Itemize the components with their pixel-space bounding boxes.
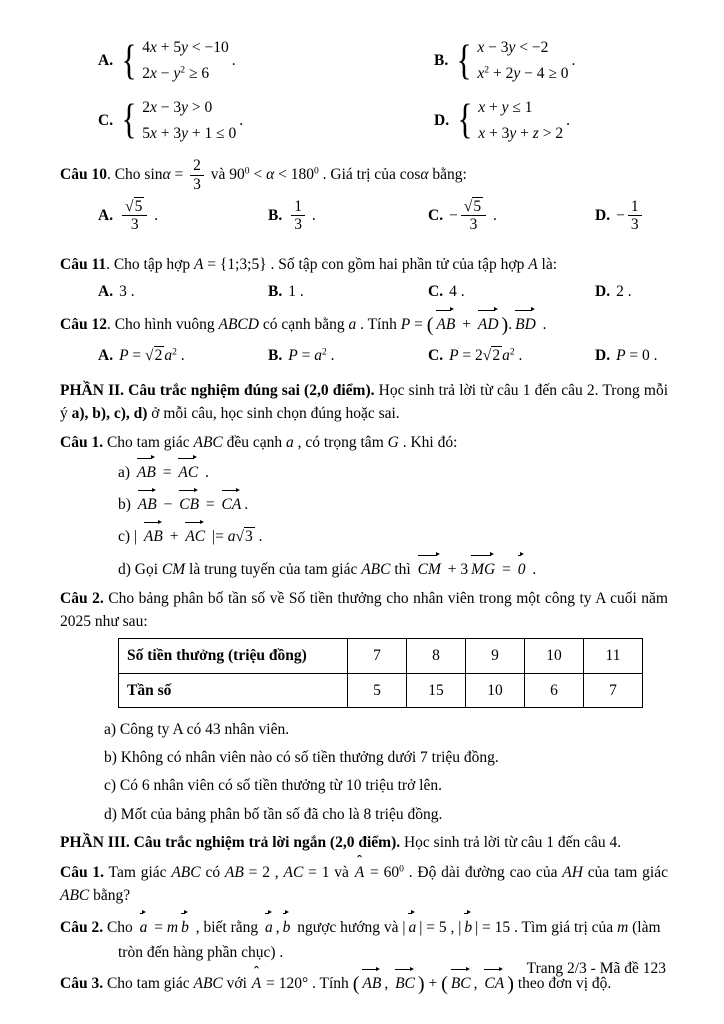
phan2-header: PHẦN II. Câu trắc nghiệm đúng sai (2,0 điểm). Học sinh trả lời từ câu 1 đến câu 2. Trong mỗi ý a), b), c), d) ở mỗi câu, học sinh chọn đúng hoặc sai. [60,382,668,423]
system-line: 5x + 3y + 1 ≤ 0 [142,124,237,142]
inequality-system [454,36,568,86]
cau9-option-b [434,36,668,86]
cau9-option-d [434,96,668,146]
table-cell: 5 [348,673,407,707]
option-value: $\frac{√5}{3}$ . [119,198,158,235]
phan2-cau2-item-d: d) Mốt của bảng phân bố tần số đã cho là 8 triệu đồng. [104,805,443,823]
option-label: C. [428,347,444,365]
table-row [119,639,643,673]
phan2-cau1-item-c: c) | AB + AC |= a√3 . [118,522,668,548]
option-tail: . [571,52,576,70]
brace-glyph [458,99,473,141]
cau12-options [60,344,668,374]
option-label: C. [428,207,444,225]
brace-glyph [122,99,137,141]
table-header-cell: Số tiền thưởng (triệu đồng) [119,639,348,673]
option-label: A. [98,52,114,70]
cau10-option-a [98,198,158,235]
cau12-option-c [428,344,522,367]
phan3-header: PHẦN III. Câu trắc nghiệm trả lời ngắn (2,0 điểm). Học sinh trả lời từ câu 1 đến câu 4. [60,833,622,851]
option-label: D. [595,207,611,225]
cau10-option-b [268,198,316,235]
option-label: A. [98,207,114,225]
cau11-option-d [595,280,632,303]
table-cell: 7 [348,639,407,673]
cau9-options [98,36,668,145]
cau10-option-d [595,198,645,235]
table-header-cell: Tần số [119,673,348,707]
option-value: 2 . [616,282,632,300]
cau11-option-c [428,280,465,303]
cau12-option-d [595,344,658,367]
system-line: x − 3y < −2 [477,39,549,56]
page-footer: Trang 2/3 - Mã đề 123 [526,959,666,977]
system-line: x + y ≤ 1 [478,98,533,116]
frequency-table [118,638,643,708]
option-value: P = √2 $a^2$ . [119,346,185,365]
inequality-system [119,96,236,146]
cau11-option-a [98,280,135,303]
phan3-cau1: Câu 1. Tam giác ABC có AB = 2 , AC = 1 và ˆ $A = 60^0$ . Độ dài đường cao của AH của tam giác ABC bằng? [60,859,668,908]
option-tail: . [239,111,244,129]
inequality-system [119,36,229,86]
option-label: A. [98,347,114,365]
cau11-options [60,280,668,305]
option-value: $P = a^2$ . [288,346,335,365]
phan2-cau2-item-a: a) Công ty A có 43 nhân viên. [104,720,290,738]
system-line: $x^2 + 2y - 4 \ge 0$ [477,64,569,83]
option-label: D. [595,282,611,300]
cau10-options [60,198,668,248]
cau12-option-b [268,344,334,367]
cau9-option-a [98,36,434,86]
system-line: 4x + 5y < −10 [142,39,229,56]
option-label: B. [268,347,283,365]
table-cell: 7 [584,673,643,707]
option-label: C. [98,111,114,129]
table-cell: 9 [466,639,525,673]
option-value: − $\frac{√5}{3}$ . [449,197,497,234]
table-cell: 11 [584,639,643,673]
brace-glyph [122,40,137,82]
table-cell: 8 [407,639,466,673]
table-cell: 15 [407,673,466,707]
option-tail: . [566,111,570,129]
inequality-system [455,96,563,146]
cau9-option-c [98,96,434,146]
option-value: P = 0 . [616,347,658,365]
cau11-stem: Câu 11. Cho tập hợp A = {1;3;5} . Số tập con gồm hai phần tử của tập hợp A là: [60,255,558,273]
system-line: $2x - y^2 \ge 6$ [142,64,210,83]
table-cell: 10 [525,639,584,673]
table-cell: 10 [466,673,525,707]
system-line: x + 3y + z > 2 [478,124,564,142]
option-label: A. [98,282,114,300]
phan2-cau1-item-a: a) AB = AC . [118,458,668,484]
table-cell: 6 [525,673,584,707]
cau10-option-c [428,198,497,235]
option-label: C. [428,282,444,300]
phan2-cau2-stem: Câu 2. Cho bảng phân bố tần số về Số tiền thưởng cho nhân viên trong một công ty A cuối năm 2025 như sau: [60,589,668,631]
phan2-cau2-item-c: c) Có 6 nhân viên có số tiền thưởng từ 10 triệu trở lên. [104,777,442,795]
option-label: B. [434,52,449,70]
phan2-cau2-item-b: b) Không có nhân viên nào có số tiền thưởng dưới 7 triệu đồng. [104,749,499,767]
cau12-option-a [98,344,185,367]
phan2-cau1-stem: Câu 1. Cho tam giác ABC đều cạnh a , có trọng tâm G . Khi đó: [60,433,458,451]
cau11-option-b [268,280,304,303]
option-label: D. [595,347,611,365]
phan3-cau2-line2: tròn đến hàng phần chục) . [118,943,284,961]
option-value: $\frac{1}{3}$ . [288,198,316,235]
option-label: B. [268,282,283,300]
phan3-cau3: Câu 3. Cho tam giác ABC với ˆ A = 120° . Tính ( AB , BC ) + ( BC , CA ) theo đơn vị độ. [60,969,668,999]
option-value: 4 . [449,282,465,300]
cau10-stem: Câu 10. Cho sinα = $\frac{2}{3}$ và $90^0 < \alpha < 180^0$ . Giá trị của cosα bằng: [60,157,467,193]
option-value: − $\frac{1}{3}$ [616,198,645,235]
table-row [119,673,643,707]
system-line: 2x − 3y > 0 [142,98,213,116]
option-label: B. [268,207,283,225]
option-value: 1 . [288,282,304,300]
phan3-cau2-line1: Câu 2. Cho a = m b , biết rằng a , b ngược hướng và | a | = 5 , | b | = 15 . Tìm giá trị của m (làm [60,913,668,939]
phan2-cau1-item-d: d) Gọi CM là trung tuyến của tam giác ABC thì CM + 3 MG = 0 . [118,555,668,581]
cau12-stem: Câu 12. Cho hình vuông ABCD có cạnh bằng a . Tính P = ( AB + AD ). BD . [60,310,668,340]
brace-glyph [457,40,472,82]
option-value: 3 . [119,282,135,300]
option-tail: . [231,52,236,70]
option-label: D. [434,111,450,129]
phan2-cau1-item-b: b) AB − CB = CA . [118,490,668,516]
option-value: P = 2√2 $a^2$ . [449,346,523,365]
